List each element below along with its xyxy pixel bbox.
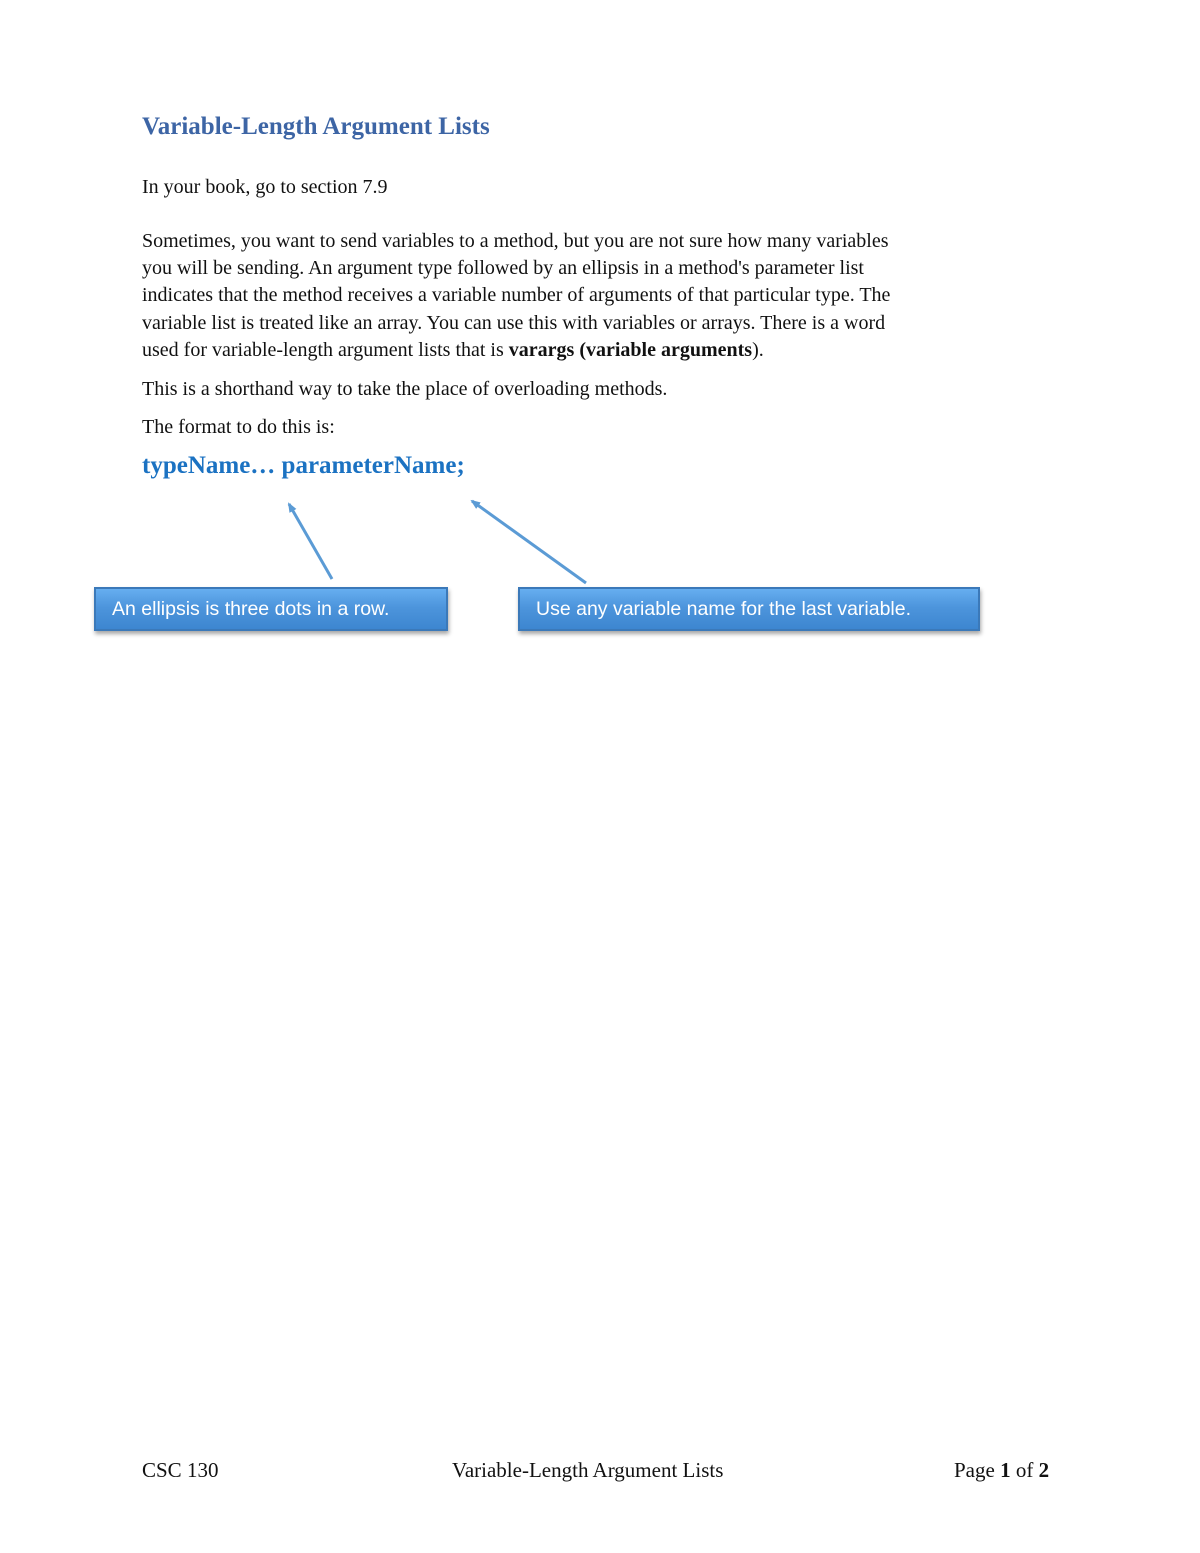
intro-text: In your book, go to section 7.9 bbox=[142, 176, 388, 198]
shorthand-text: This is a shorthand way to take the place of overloading methods. bbox=[142, 378, 668, 400]
footer-title: Variable-Length Argument Lists bbox=[452, 1458, 724, 1482]
ellipsis-callout: An ellipsis is three dots in a row. bbox=[94, 587, 448, 631]
page-current: 1 bbox=[1000, 1458, 1011, 1482]
page-number bbox=[954, 1458, 1049, 1483]
body-line: used for variable-length argument lists that is bbox=[142, 338, 509, 361]
page-label: Page bbox=[954, 1458, 1001, 1482]
syntax-example: typeName… parameterName; bbox=[142, 452, 465, 479]
body-line: variable list is treated like an array. You can use this with variables or arrays. There is a word bbox=[142, 311, 886, 334]
arrow-to-parameter bbox=[472, 501, 586, 583]
body-line: you will be sending. An argument type followed by an ellipsis in a method's parameter list bbox=[142, 257, 864, 280]
body-line: indicates that the method receives a variable number of arguments of that particular type. The bbox=[142, 284, 891, 307]
arrow-to-ellipsis bbox=[289, 504, 332, 579]
body-line: ). bbox=[752, 338, 764, 361]
format-intro: The format to do this is: bbox=[142, 416, 335, 438]
page-of: of bbox=[1010, 1458, 1039, 1482]
body-line: Sometimes, you want to send variables to a method, but you are not sure how many variables bbox=[142, 230, 889, 252]
footer-course: CSC 130 bbox=[142, 1458, 219, 1482]
page-title: Variable-Length Argument Lists bbox=[142, 113, 490, 140]
page-total: 2 bbox=[1038, 1458, 1050, 1482]
variable-name-callout: Use any variable name for the last variable. bbox=[518, 587, 980, 631]
varargs-term: varargs (variable arguments bbox=[508, 338, 753, 361]
